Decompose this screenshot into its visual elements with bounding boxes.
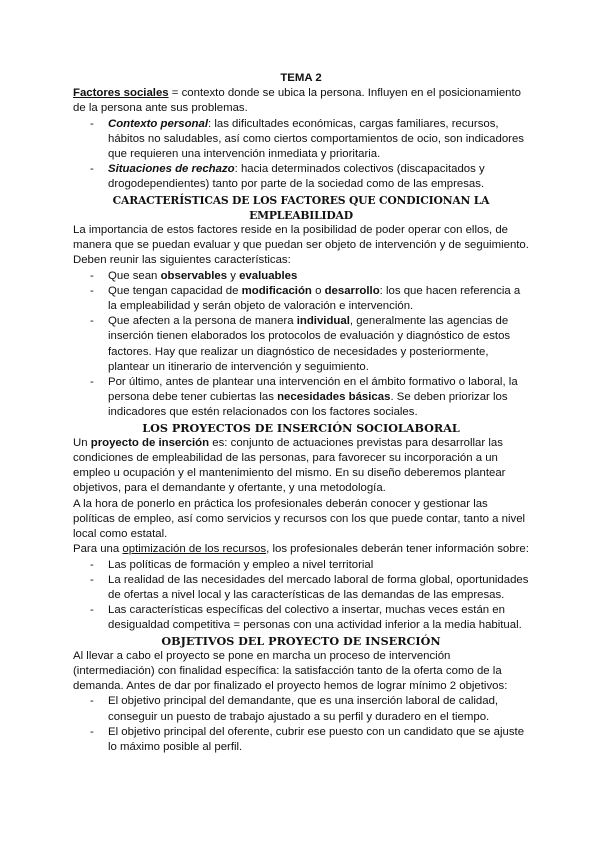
item-bold: evaluables	[239, 269, 298, 282]
list-item: - El objetivo principal del demandante, que es una inserción laboral de calidad, conseguir un puesto de trabajo ajustado a su perfil y duradero en el tiempo.	[108, 694, 529, 724]
list-item: - La realidad de las necesidades del mercado laboral de forma global, oportunidades de ofertas a nivel local y las características de las demandas de las empresas.	[108, 573, 529, 603]
item-term: Situaciones de rechazo	[108, 163, 235, 176]
objetivos-list	[73, 694, 529, 755]
proyectos-paragraph-3	[73, 542, 529, 557]
text: Para una	[73, 543, 123, 556]
caracteristicas-list	[73, 269, 529, 421]
list-item	[108, 162, 529, 192]
section-heading-objetivos: OBJETIVOS DEL PROYECTO DE INSERCIÓN	[161, 633, 441, 648]
list-item	[108, 314, 529, 375]
item-term: Contexto personal	[108, 117, 208, 130]
item-text: : los que hacen referencia a la empleabilidad y serán objeto de valoración e intervención.	[108, 284, 521, 313]
proyectos-list	[73, 558, 529, 634]
proyectos-paragraph-1	[73, 436, 529, 497]
item-text: Que sean	[108, 269, 161, 282]
text: Un	[73, 436, 91, 449]
list-item: - Las características específicas del colectivo a insertar, muchas veces están en desigualdad competitiva = personas con una actividad inferior a la media habitual.	[108, 603, 529, 633]
proyecto-term: proyecto de inserción	[90, 436, 210, 449]
list-item: - Las políticas de formación y empleo a nivel territorial	[108, 558, 529, 573]
item-text: . Se deben priorizar los indicadores que estén relacionados con los factores sociales.	[108, 391, 508, 419]
text: , los profesionales deberán tener información sobre:	[266, 543, 529, 556]
list-item	[108, 269, 529, 284]
factores-term: Factores sociales	[73, 87, 169, 100]
item-text: y	[227, 269, 240, 282]
list-item	[108, 284, 529, 314]
proyectos-paragraph-2: A la hora de ponerlo en práctica los profesionales deberán conocer y gestionar las políticas de empleo, así como servicios y recursos con los que puede contar, tanto a nivel local como estatal.	[73, 497, 526, 541]
item-bold: necesidades básicas	[277, 391, 391, 404]
item-text: Que tengan capacidad de	[108, 284, 242, 297]
underlined-text: optimización de los recursos	[122, 543, 267, 556]
document-body	[73, 71, 529, 755]
list-item	[108, 117, 529, 163]
item-text: : hacia determinados colectivos (discapacitados y drogodependientes) tanto por parte de la sociedad como de las empresas.	[108, 163, 485, 191]
text: es: conjunto de actuaciones previstas para desarrollar las condiciones de empleabilidad de las personas, para favorecer su incorporación a un empleo u ocupación y el mantenimiento del mismo. En su diseño deberemos plantear objetivos, para el demandante y ofertante, y una metodología.	[73, 436, 506, 495]
section-heading-caracteristicas: CARACTERÍSTICAS DE LOS FACTORES QUE CONDICIONAN LA EMPLEABILIDAD	[112, 193, 490, 222]
list-item: - El objetivo principal del oferente, cubrir ese puesto con un candidato que se ajuste lo máximo posible al perfil.	[108, 725, 529, 755]
item-bold: desarrollo	[324, 284, 380, 297]
item-text: : las dificultades económicas, cargas familiares, recursos, hábitos no saludables, así como ciertos comportamientos de ocio, son indicadores que requieren una intervención inmediata y prioritaria.	[108, 117, 524, 161]
factores-list	[73, 117, 529, 193]
section-heading-proyectos: LOS PROYECTOS DE INSERCIÓN SOCIOLABORAL	[142, 420, 460, 435]
item-bold: observables	[160, 269, 228, 282]
item-bold: modificación	[241, 284, 312, 297]
factores-definition: = contexto donde se ubica la persona. Influyen en el posicionamiento de la persona ante sus problemas.	[73, 87, 522, 115]
caracteristicas-intro: La importancia de estos factores reside en la posibilidad de poder operar con ellos, de manera que se puedan evaluar y que puedan ser objeto de intervención y de seguimiento. Deben reunir las siguientes características:	[73, 224, 529, 267]
item-text: Que afecten a la persona de manera	[108, 315, 297, 328]
item-bold: individual	[296, 315, 350, 328]
item-text: o	[311, 284, 325, 297]
factores-paragraph	[73, 86, 529, 116]
list-item	[108, 375, 529, 421]
page-title: TEMA 2	[280, 72, 322, 84]
item-text: Por último, antes de plantear una intervención en el ámbito formativo o laboral, la persona debe tener cubiertas las	[108, 376, 518, 404]
objetivos-intro: Al llevar a cabo el proyecto se pone en marcha un proceso de intervención (intermediación) con finalidad específica: la satisfacción tanto de la oferta como de la demanda. Antes de dar por finalizado el proyecto hemos de lograr mínimo 2 objetivos:	[73, 649, 508, 693]
item-text: , generalmente las agencias de inserción tienen elaborados los protocolos de evaluación y diagnóstico de estos factores. Hay que realizar un diagnóstico de necesidades y posteriormente, plantear un itinerario de intervención y seguimiento.	[108, 315, 511, 373]
